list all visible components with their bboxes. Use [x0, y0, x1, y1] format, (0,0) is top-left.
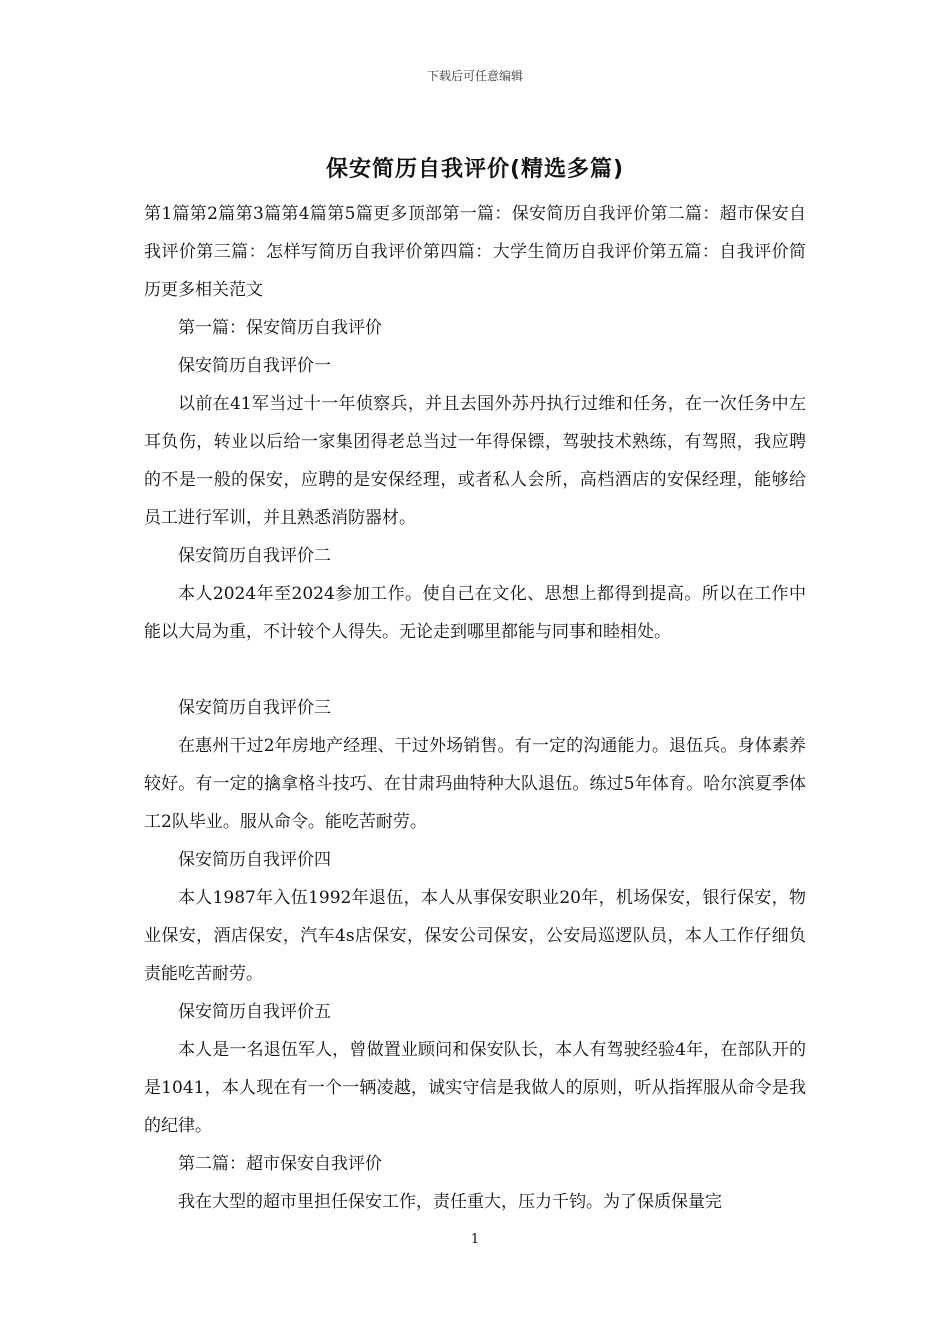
- section-heading: 第二篇：超市保安自我评价: [178, 1154, 382, 1174]
- blank-line: [144, 651, 806, 689]
- document-body: [144, 195, 806, 1221]
- subsection-heading: 保安简历自我评价二: [178, 546, 331, 566]
- table-of-contents: 第1篇第2篇第3篇第4篇第5篇更多顶部第一篇：保安简历自我评价第二篇：超市保安自我评价第三篇：怎样写简历自我评价第四篇：大学生简历自我评价第五篇：自我评价简历更多相关范文: [144, 204, 806, 300]
- section-heading: 第一篇：保安简历自我评价: [178, 318, 382, 338]
- subsection-heading: 保安简历自我评价五: [178, 1002, 331, 1022]
- document-title: 保安简历自我评价(精选多篇): [325, 157, 625, 182]
- page-number: 1: [470, 1232, 480, 1247]
- paragraph: 在惠州干过2年房地产经理、干过外场销售。有一定的沟通能力。退伍兵。身体素养较好。有一定的擒拿格斗技巧、在甘肃玛曲特种大队退伍。练过5年体育。哈尔滨夏季体工2队毕业。服从命令。能吃苦耐劳。: [144, 736, 806, 832]
- subsection-heading: 保安简历自我评价三: [178, 698, 331, 718]
- header-note: 下载后可任意编辑: [426, 69, 523, 83]
- subsection-heading: 保安简历自我评价四: [178, 850, 331, 870]
- paragraph: 以前在41军当过十一年侦察兵，并且去国外苏丹执行过维和任务，在一次任务中左耳负伤，转业以后给一家集团得老总当过一年得保镖，驾驶技术熟练，有驾照，我应聘的不是一般的保安，应聘的是安保经理，或者私人会所，高档酒店的安保经理，能够给员工进行军训，并且熟悉消防器材。: [144, 394, 806, 528]
- paragraph: 我在大型的超市里担任保安工作，责任重大，压力千钧。为了保质保量完: [178, 1192, 722, 1212]
- subsection-heading: 保安简历自我评价一: [178, 356, 331, 376]
- paragraph: 本人是一名退伍军人，曾做置业顾问和保安队长，本人有驾驶经验4年，在部队开的是1041，本人现在有一个一辆凌越，诚实守信是我做人的原则，听从指挥服从命令是我的纪律。: [144, 1040, 806, 1136]
- paragraph: 本人1987年入伍1992年退伍，本人从事保安职业20年，机场保安，银行保安，物业保安，酒店保安，汽车4s店保安，保安公司保安，公安局巡逻队员，本人工作仔细负责能吃苦耐劳。: [144, 888, 806, 984]
- paragraph: 本人2024年至2024参加工作。使自己在文化、思想上都得到提高。所以在工作中能以大局为重，不计较个人得失。无论走到哪里都能与同事和睦相处。: [144, 584, 806, 642]
